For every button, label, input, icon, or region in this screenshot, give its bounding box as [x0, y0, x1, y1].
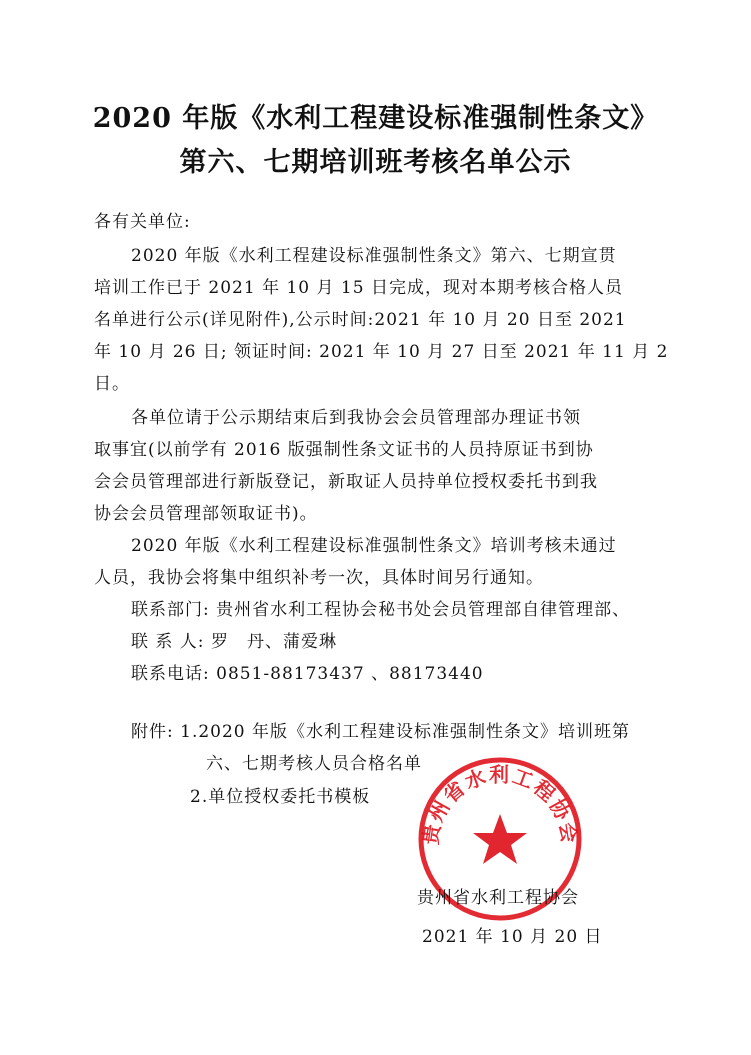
paragraph-2-line: 各单位请于公示期结束后到我协会会员管理部办理证书领 [131, 408, 581, 428]
contact-phone: 联系电话: 0851-88173437 、88173440 [131, 664, 484, 684]
paragraph-2-line: 协会会员管理部领取证书)。 [94, 504, 318, 524]
attachment-2: 2.单位授权委托书模板 [190, 787, 371, 807]
paragraph-1-line: 年 10 月 26 日; 领证时间: 2021 年 10 月 27 日至 2021 年 11 月 2 [94, 342, 669, 362]
doc-title-line2: 第六、七期培训班考核名单公示 [179, 147, 572, 178]
paragraph-3-line: 2020 年版《水利工程建设标准强制性条文》培训考核未通过 [131, 536, 617, 556]
signature-organization: 贵州省水利工程协会 [417, 888, 579, 908]
signature-date: 2021 年 10 月 20 日 [422, 927, 603, 947]
salutation: 各有关单位: [94, 212, 191, 232]
paragraph-1-line: 培训工作已于 2021 年 10 月 15 日完成，现对本期考核合格人员 [94, 278, 623, 298]
contact-department: 联系部门: 贵州省水利工程协会秘书处会员管理部自律管理部、 [131, 600, 631, 620]
paragraph-2-line: 会会员管理部进行新版登记，新取证人员持单位授权委托书到我 [94, 472, 598, 492]
paragraph-3-line: 人员，我协会将集中组织补考一次，具体时间另行通知。 [94, 568, 544, 588]
paragraph-1-line: 2020 年版《水利工程建设标准强制性条文》第六、七期宣贯 [131, 246, 617, 266]
doc-title-line1: 2020 年版《水利工程建设标准强制性条文》 [92, 103, 659, 134]
attachment-1-continued: 六、七期考核人员合格名单 [206, 754, 422, 774]
paragraph-2-line: 取事宜(以前学有 2016 版强制性条文证书的人员持原证书到协 [94, 440, 594, 460]
paragraph-1-line: 日。 [94, 374, 130, 394]
svg-text:贵州省水利工程协会: 贵州省水利工程协会 [418, 762, 582, 847]
attachment-1: 附件: 1.2020 年版《水利工程建设标准强制性条文》培训班第 [131, 722, 631, 742]
contact-person: 联 系 人: 罗 丹、蒲爱琳 [131, 632, 337, 652]
paragraph-1-line: 名单进行公示(详见附件),公示时间:2021 年 10 月 20 日至 2021 [94, 310, 627, 330]
